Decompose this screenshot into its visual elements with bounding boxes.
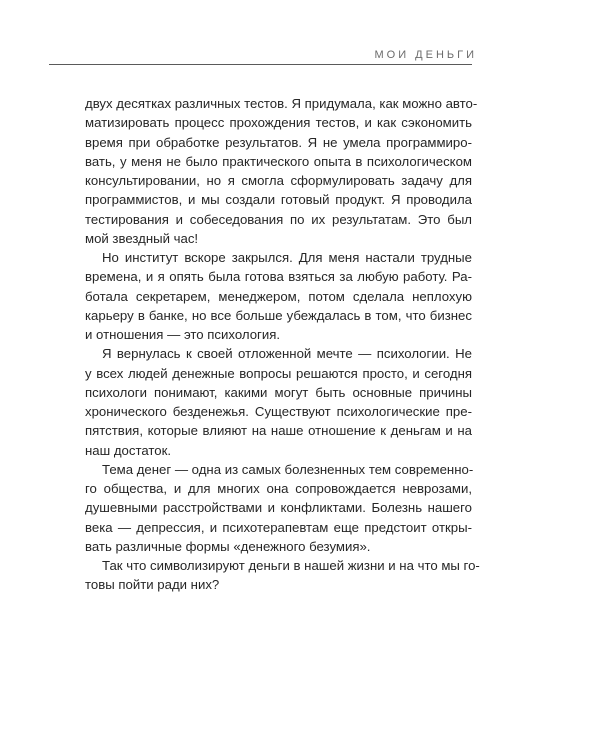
text-line: и отношения — это психология. <box>85 327 281 342</box>
text-line: матизировать процесс прохождения тестов, и как сэкономить <box>85 115 472 131</box>
text-line: го общества, и для многих она сопровождается неврозами, <box>85 481 472 496</box>
text-line: психологи понимают, какими могут быть основные причины <box>85 384 472 400</box>
text-line: консультировании, но я смогла сформулировать задачу для <box>85 173 472 188</box>
text-line: Я вернулась к своей отложенной мечте — психологии. Не <box>102 346 472 362</box>
text-line: карьеру в банке, но все больше убеждалась в том, что бизнес <box>85 307 472 323</box>
running-head: МОИ ДЕНЬГИ <box>374 49 477 61</box>
text-line: Так что символизируют деньги в нашей жизни и на что мы го- <box>102 558 480 573</box>
text-line: хронического безденежья. Существуют психологические пре- <box>85 404 472 419</box>
text-line: двух десятках различных тестов. Я придумала, как можно авто- <box>85 96 478 111</box>
text-line: душевными расстройствами и конфликтами. Болезнь нашего <box>85 500 472 516</box>
text-line: Тема денег — одна из самых болезненных тем современно- <box>102 461 474 477</box>
text-line: товы пойти ради них? <box>85 577 220 593</box>
text-line: программистов, и мы создали готовый продукт. Я проводила <box>85 192 472 208</box>
text-line: вать, у меня не было практического опыта в психологическом <box>85 153 472 169</box>
text-line: время при обработке результатов. Я не умела программиро- <box>85 134 472 150</box>
text-line: мой звездный час! <box>85 230 199 246</box>
text-line: вать различные формы «денежного безумия». <box>85 538 371 554</box>
text-line: века — депрессия, и психотерапевтам еще предстоит откры- <box>85 519 472 535</box>
text-line: тестирования и собеседования по их результатам. Это был <box>85 211 472 227</box>
text-line: времена, и я опять была готова взяться за любую работу. Ра- <box>85 269 472 285</box>
text-line: наш достаток. <box>85 442 172 458</box>
text-line: Но институт вскоре закрылся. Для меня настали трудные <box>102 250 472 265</box>
header-rule <box>49 64 472 65</box>
text-line: пятствия, которые влияют на наше отношение к деньгам и на <box>85 423 472 439</box>
text-line: у всех людей денежные вопросы решаются просто, и сегодня <box>85 365 472 381</box>
body-text <box>85 94 480 595</box>
text-line: ботала секретарем, менеджером, потом сделала неплохую <box>85 288 472 304</box>
